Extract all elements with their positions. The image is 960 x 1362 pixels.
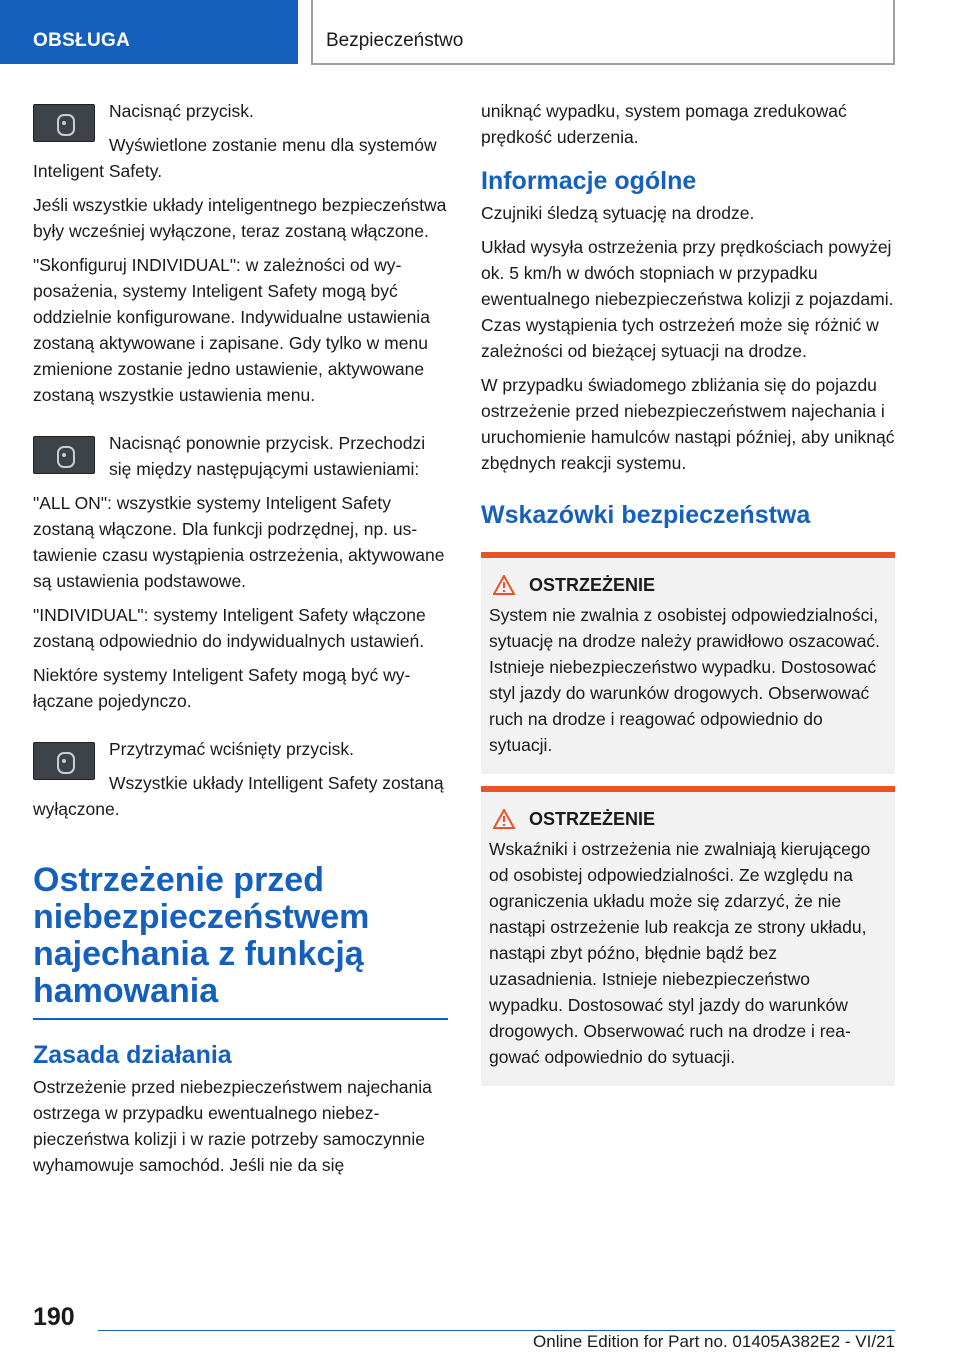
paragraph: W przypadku świadomego zbliżania się do pojazdu ostrzeżenie przed niebezpieczeństwem najechania i uruchomienie hamulców nastąpi później, aby uniknąć zbędnych reakcji systemu. bbox=[481, 375, 895, 473]
paragraph: Układ wysyła ostrzeżenia przy prędkościach powyżej ok. 5 km/h w dwóch stopniach w przypadku ewentualnego niebezpieczeństwa kolizji z pojazdami. Czas wystąpienia tych ostrzeżeń może się różnić w zależności od bieżącej sytuacji na drodze. bbox=[481, 237, 894, 361]
paragraph: "INDIVIDUAL": systemy Inteligent Safety włączone zostaną odpowiednio do indywidualnych ustawień. bbox=[33, 605, 426, 651]
intelligent-safety-button-icon bbox=[33, 436, 95, 474]
warning-body: Wskaźniki i ostrzeżenia nie zwalniają kierującego od osobistej odpowiedzialności. Ze względu na ograniczenia układu może się zdarzyć, że nie nastąpi ostrzeżenie lub reakcja ze strony układu, nastąpi zbyt późno, błędnie bądź bez uzasadnienia. Istnieje niebezpieczeństwo wypadku. Dostosować styl jazdy do warunków drogowych. Obserwować ruch na drodze i reagować odpowiednio do sytuacji. bbox=[489, 839, 871, 1067]
section-heading: Ostrzeżenie przed niebezpieczeństwem najechania z funkcją hamowania bbox=[33, 862, 448, 1020]
header-rule bbox=[311, 63, 895, 65]
header-separator bbox=[311, 0, 313, 64]
warning-title bbox=[489, 572, 887, 598]
section-label: OBSŁUGA bbox=[0, 0, 298, 64]
warning-title-text: OSTRZEŻENIE bbox=[529, 809, 656, 829]
paragraph: "ALL ON": wszystkie systemy Inteligent Safety zostaną włączone. Dla funkcji podrzędnej, np. ustawienie czasu wystąpienia ostrzeżenia, aktywowane są ustawienia podstawowe. bbox=[33, 493, 445, 591]
warning-box bbox=[481, 552, 895, 774]
step-hold-button bbox=[33, 736, 448, 822]
step-press-again bbox=[33, 430, 448, 482]
page-number: 190 bbox=[33, 1303, 75, 1331]
step-result: Wszystkie układy Intelligent Safety zostaną wyłączone. bbox=[33, 773, 444, 819]
page-header bbox=[0, 0, 960, 66]
warning-box bbox=[481, 786, 895, 1086]
warning-triangle-icon bbox=[493, 809, 515, 829]
paragraph: "Skonfiguruj INDIVIDUAL": w zależności od wyposażenia, systemy Inteligent Safety mogą być oddzielnie konfigurowane. Indywidualne ustawienia zostaną aktywowane i zapisane. Gdy tylko w menu zmienione zostanie jedno ustawienie, aktywowane zostaną wszystkie ustawienia menu. bbox=[33, 255, 430, 405]
warning-triangle-icon bbox=[493, 575, 515, 595]
warning-title-text: OSTRZEŻENIE bbox=[529, 575, 656, 595]
intelligent-safety-button-icon bbox=[33, 104, 95, 142]
footer-rule bbox=[98, 1330, 895, 1331]
right-column bbox=[481, 98, 895, 1098]
subsection-heading: Informacje ogólne bbox=[481, 167, 697, 195]
edition-note: Online Edition for Part no. 01405A382E2 - VI/21 bbox=[533, 1332, 895, 1351]
step-action: Nacisnąć ponownie przycisk. Przechodzi się między następującymi ustawieniami: bbox=[109, 433, 426, 479]
paragraph: uniknąć wypadku, system pomaga zredukować prędkość uderzenia. bbox=[481, 101, 847, 147]
warning-body: System nie zwalnia z osobistej odpowiedzialności, sytuację na drodze należy prawidłowo oszacować. Istnieje niebezpieczeństwo wypadku. Dostosować styl jazdy do warunków drogowych. Obserwować ruch na drodze i reagować odpowiednio do sytuacji. bbox=[489, 605, 881, 755]
intelligent-safety-button-icon bbox=[33, 742, 95, 780]
chapter-title: Bezpieczeństwo bbox=[326, 30, 464, 51]
paragraph: Czujniki śledzą sytuację na drodze. bbox=[481, 203, 755, 223]
paragraph: Jeśli wszystkie układy inteligentnego bezpieczeństwa były wcześniej wyłączone, teraz zostaną włączone. bbox=[33, 195, 447, 241]
step-press-button bbox=[33, 98, 448, 184]
step-action: Przytrzymać wciśnięty przycisk. bbox=[109, 739, 355, 759]
step-result: Wyświetlone zostanie menu dla systemów Inteligent Safety. bbox=[33, 135, 437, 181]
subsection-heading: Zasada działania bbox=[33, 1041, 232, 1069]
warning-title bbox=[489, 806, 887, 832]
subsection-heading: Wskazówki bezpieczeństwa bbox=[481, 501, 811, 529]
paragraph: Ostrzeżenie przed niebezpieczeństwem najechania ostrzega w przypadku ewentualnego niebezpieczeństwa kolizji i w razie potrzeby samoczynnie wyhamowuje samochód. Jeśli nie da się bbox=[33, 1077, 432, 1175]
header-end-rule bbox=[893, 0, 895, 65]
paragraph: Niektóre systemy Inteligent Safety mogą być wyłączane pojedynczo. bbox=[33, 665, 411, 711]
left-column bbox=[33, 98, 448, 1186]
step-action: Nacisnąć przycisk. bbox=[109, 101, 254, 121]
